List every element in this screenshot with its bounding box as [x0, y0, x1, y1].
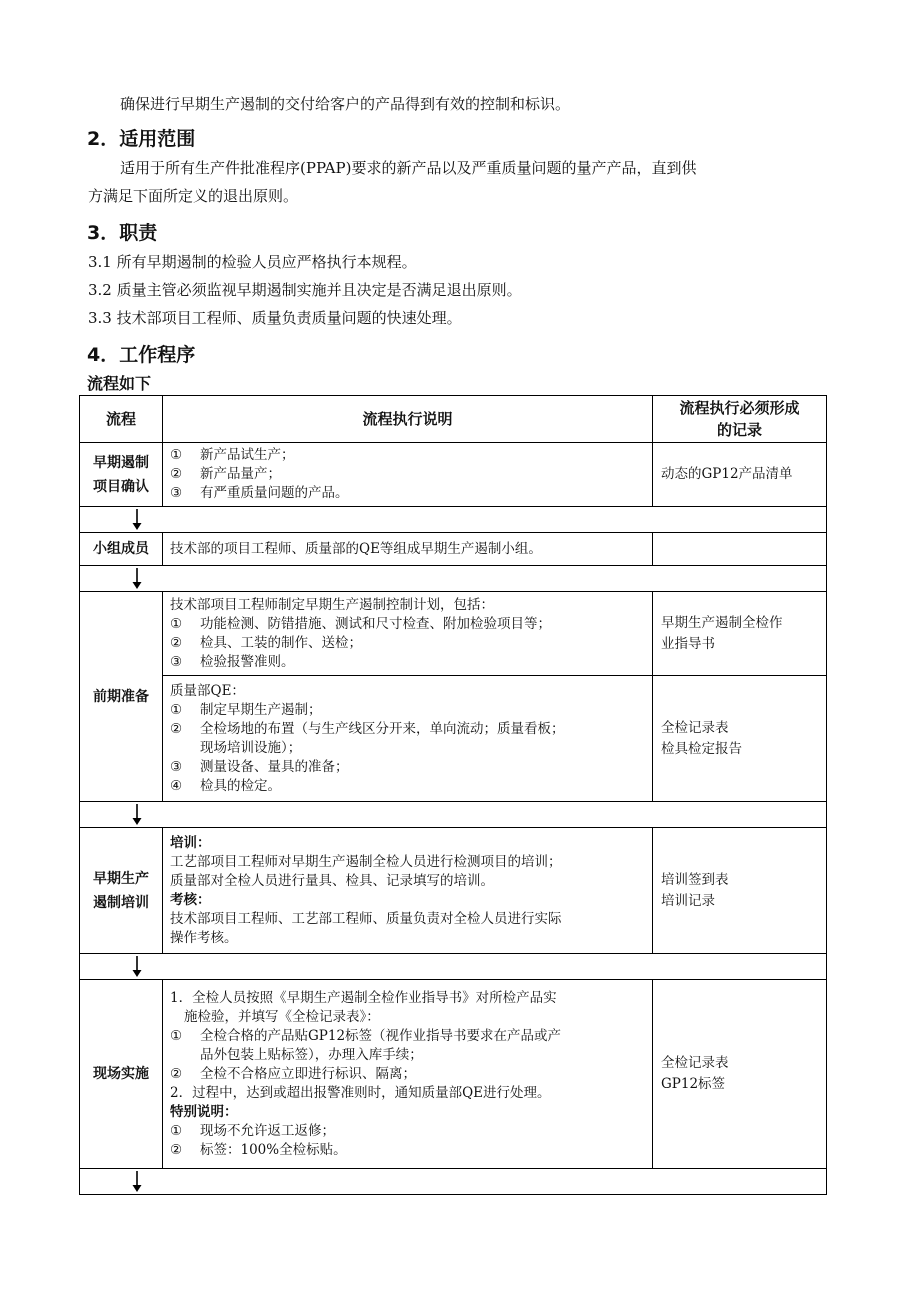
table-row — [80, 443, 827, 507]
list-item — [170, 701, 646, 720]
stage-line: 遏制培训 — [93, 894, 149, 911]
item-number: ③ — [170, 653, 183, 670]
item-number: ① — [170, 615, 183, 632]
flow-arrow-row — [80, 507, 827, 533]
stage-line: 早期生产 — [93, 870, 149, 887]
item-text: 全检不合格应立即进行标识、隔离； — [200, 1065, 416, 1082]
item-continuation: 现场培训设施）； — [200, 739, 302, 756]
section-2-title: 2．适用范围 — [87, 128, 196, 150]
record-preparation-tech — [653, 592, 827, 676]
item-number: ① — [170, 1027, 183, 1044]
stage-team-members: 小组成员 — [80, 533, 163, 566]
stage-training — [80, 828, 163, 954]
record-team-members — [653, 533, 827, 566]
item-text: 全检场地的布置（与生产线区分开来，单向流动；质量看板； — [200, 720, 565, 737]
record-line: GP12标签 — [661, 1076, 726, 1092]
arrow-down-icon — [130, 954, 144, 979]
assessment-label: 考核： — [170, 891, 211, 908]
desc-implementation — [163, 980, 653, 1169]
section-3-item-1: 3.1 所有早期遏制的检验人员应严格执行本规程。 — [88, 253, 417, 271]
list-item — [170, 758, 646, 777]
header-record-line-1: 流程执行必须形成 — [679, 399, 800, 417]
table-row — [80, 592, 827, 676]
table-row — [80, 828, 827, 954]
section-4-subtitle: 流程如下 — [87, 374, 152, 393]
table-header-row — [80, 396, 827, 443]
header-record-line-2: 的记录 — [716, 421, 762, 439]
item-number: ① — [170, 447, 183, 463]
table-row — [80, 676, 827, 802]
record-preparation-quality — [653, 676, 827, 802]
arrow-down-icon — [130, 566, 144, 591]
item-continuation: 品外包装上贴标签），办理入库手续； — [200, 1046, 423, 1063]
item-text: 功能检测、防错措施、测试和尺寸检查、附加检验项目等； — [200, 615, 551, 632]
item-number: ① — [170, 701, 183, 718]
table-row — [80, 533, 827, 566]
section-3-item-3: 3.3 技术部项目工程师、质量负责质量问题的快速处理。 — [88, 309, 462, 327]
record-training — [653, 828, 827, 954]
arrow-down-icon — [130, 802, 144, 827]
list-item — [170, 1027, 646, 1046]
record-line: 全检记录表 — [661, 1055, 729, 1071]
item-text: 有严重质量问题的产品。 — [200, 485, 349, 501]
desc-line: 工艺部项目工程师对早期生产遏制全检人员进行检测项目的培训； — [170, 853, 562, 870]
section-2-line-2: 方满足下面所定义的退出原则。 — [88, 187, 299, 205]
item-text: 新产品试生产； — [200, 447, 295, 463]
list-item — [170, 1065, 646, 1084]
item-text: 检验报警准则。 — [200, 653, 295, 670]
item-number: ① — [170, 1122, 183, 1139]
item-number: ② — [170, 634, 183, 651]
item-number: ② — [170, 1065, 183, 1082]
section-3-title: 3．职责 — [87, 222, 158, 244]
item-text: 检具的检定。 — [200, 777, 281, 794]
desc-line: 技术部项目工程师、工艺部工程师、质量负责对全检人员进行实际 — [170, 910, 562, 927]
list-item — [170, 484, 646, 503]
training-label: 培训： — [170, 834, 211, 851]
arrow-down-icon — [130, 507, 144, 532]
item-text: 检具、工装的制作、送检； — [200, 634, 362, 651]
header-desc: 流程执行说明 — [163, 396, 653, 443]
record-line: 培训记录 — [661, 892, 715, 909]
stage-project-confirm — [80, 443, 163, 507]
record-line: 培训签到表 — [661, 871, 729, 888]
header-flow: 流程 — [80, 396, 163, 443]
list-item — [170, 777, 646, 796]
list-item — [170, 446, 646, 465]
desc-intro: 质量部QE： — [170, 682, 245, 699]
list-item — [170, 720, 646, 739]
flow-arrow-row — [80, 566, 827, 592]
list-item — [170, 465, 646, 484]
desc-line: 1．全检人员按照《早期生产遏制全检作业指导书》对所检产品实 — [170, 989, 557, 1006]
flow-arrow-row — [80, 954, 827, 980]
table-row — [80, 980, 827, 1169]
item-number: ③ — [170, 758, 183, 775]
desc-intro: 技术部项目工程师制定早期生产遏制控制计划，包括： — [170, 596, 494, 613]
item-text: 标签：100%全检标贴。 — [200, 1141, 347, 1158]
desc-preparation-tech — [163, 592, 653, 676]
desc-line: 操作考核。 — [170, 929, 238, 946]
item-text: 全检合格的产品贴GP12标签（视作业指导书要求在产品或产 — [200, 1027, 562, 1044]
section-3-item-2: 3.2 质量主管必须监视早期遏制实施并且决定是否满足退出原则。 — [88, 281, 522, 299]
header-record — [653, 396, 827, 443]
section-4-title: 4．工作程序 — [87, 344, 196, 366]
section-2-line-1: 适用于所有生产件批准程序(PPAP)要求的新产品以及严重质量问题的量产产品，直到供 — [120, 159, 697, 177]
desc-team-members: 技术部的项目工程师、质量部的QE等组成早期生产遏制小组。 — [163, 533, 653, 566]
desc-project-confirm — [163, 443, 653, 507]
list-item — [170, 653, 646, 672]
item-number: ④ — [170, 777, 183, 794]
list-item — [170, 615, 646, 634]
record-line: 早期生产遏制全检作 — [661, 614, 783, 631]
stage-implementation: 现场实施 — [80, 980, 163, 1169]
item-text: 测量设备、量具的准备； — [200, 758, 349, 775]
item-text: 现场不允许返工返修； — [200, 1122, 335, 1139]
record-line: 业指导书 — [661, 635, 715, 652]
stage-preparation: 前期准备 — [80, 592, 163, 802]
intro-paragraph: 确保进行早期生产遏制的交付给客户的产品得到有效的控制和标识。 — [120, 95, 571, 113]
list-item — [170, 1122, 646, 1141]
desc-training — [163, 828, 653, 954]
list-item — [170, 634, 646, 653]
stage-line: 项目确认 — [93, 478, 149, 495]
item-number: ③ — [170, 485, 183, 501]
flow-arrow-row — [80, 1169, 827, 1195]
desc-preparation-quality — [163, 676, 653, 802]
process-table — [79, 395, 827, 1195]
item-number: ② — [170, 1141, 183, 1158]
record-project-confirm: 动态的GP12产品清单 — [653, 443, 827, 507]
item-number: ② — [170, 466, 183, 482]
special-note-label: 特别说明： — [170, 1103, 238, 1120]
record-line: 全检记录表 — [661, 719, 729, 736]
arrow-down-icon — [130, 1169, 144, 1194]
record-implementation — [653, 980, 827, 1169]
stage-line: 早期遏制 — [93, 454, 149, 471]
desc-line: 2．过程中，达到或超出报警准则时，通知质量部QE进行处理。 — [170, 1084, 551, 1101]
flow-arrow-row — [80, 802, 827, 828]
item-text: 新产品量产； — [200, 466, 281, 482]
list-item — [170, 1141, 646, 1160]
item-number: ② — [170, 720, 183, 737]
item-text: 制定早期生产遏制； — [200, 701, 322, 718]
desc-line: 质量部对全检人员进行量具、检具、记录填写的培训。 — [170, 872, 494, 889]
record-line: 检具检定报告 — [661, 740, 742, 757]
desc-line: 施检验，并填写《全检记录表》： — [184, 1008, 380, 1025]
